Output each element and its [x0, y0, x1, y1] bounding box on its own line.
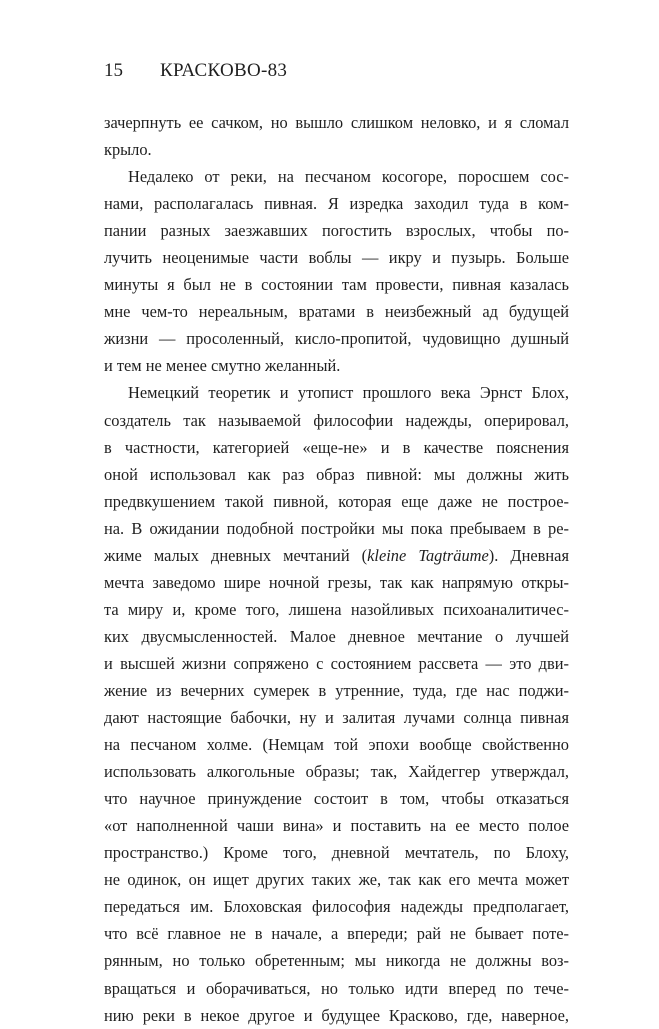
text-line: рянным, но только обретенным; мы никогда не должны воз-	[104, 951, 569, 971]
text-line: лучить неоценимые части воблы — икру и пузырь. Больше	[104, 248, 569, 268]
text-line: минуты я был не в состоянии там провести, пивная казалась	[104, 275, 569, 295]
text-fragment: жиме малых дневных мечтаний (	[104, 545, 368, 565]
text-line: оной использовал как раз образ пивной: мы должны жить	[104, 464, 569, 484]
text-line: нию реки в некое другое и будущее Красково, где, наверное,	[104, 1005, 569, 1025]
text-line: Немецкий теоретик и утопист прошлого века Эрнст Блох,	[128, 383, 569, 403]
text-line: дают настоящие бабочки, ну и залитая лучами солнца пивная	[104, 708, 569, 728]
text-line: «от наполненной чаши вина» и поставить на ее место полое	[104, 816, 569, 836]
text-line: в частности, категорией «еще-не» и в качестве пояснения	[104, 437, 569, 457]
text-line: что всё главное не в начале, а впереди; рай не бывает поте-	[104, 924, 569, 944]
text-line: что научное принуждение состоит в том, чтобы отказаться	[104, 789, 569, 809]
chapter-title: КРАСКОВО-83	[160, 60, 288, 81]
running-head	[104, 56, 569, 86]
text-line	[104, 542, 569, 569]
text-line: на. В ожидании подобной постройки мы пока пребываем в ре-	[104, 518, 569, 538]
text-line: вращаться и оборачиваться, но только идти вперед по тече-	[104, 978, 569, 998]
text-line: использовать алкогольные образы; так, Хайдеггер утверждал,	[104, 762, 569, 782]
text-line: передаться им. Блоховская философия надежды предполагает,	[104, 897, 569, 917]
text-line: не одинок, он ищет других таких же, так как его мечта может	[104, 870, 569, 890]
text-line: предвкушением такой пивной, которая еще даже не построе-	[104, 491, 569, 511]
text-line: зачерпнуть ее сачком, но вышло слишком неловко, и я сломал	[104, 113, 569, 132]
body-text	[104, 109, 569, 1029]
book-page	[104, 0, 569, 1025]
text-line: пространство.) Кроме того, дневной мечтатель, по Блоху,	[104, 843, 569, 863]
text-line: пании разных заезжавших погостить взрослых, чтобы по-	[104, 221, 569, 241]
text-line: нами, располагалась пивная. Я изредка заходил туда в ком-	[104, 194, 569, 214]
text-line: крыло.	[104, 140, 152, 160]
text-line: та миру и, кроме того, лишена назойливых психоаналитичес-	[104, 599, 569, 619]
text-line: и высшей жизни сопряжено с состоянием рассвета — это дви-	[104, 653, 569, 673]
text-line: создатель так называемой философии надежды, оперировал,	[104, 410, 569, 430]
text-line: мне чем-то нереальным, вратами в неизбежный ад будущей	[104, 302, 569, 322]
italic-term: kleine Tagträume	[367, 545, 489, 565]
text-line: на песчаном холме. (Немцам той эпохи вообще свойственно	[104, 735, 569, 755]
text-fragment: ). Дневная	[488, 545, 569, 565]
text-line: жение из вечерних сумерек в утренние, туда, где нас поджи-	[104, 680, 569, 700]
text-line: жизни — просоленный, кисло-пропитой, чудовищно душный	[104, 329, 569, 349]
page-number: 15	[104, 60, 123, 81]
text-line: и тем не менее смутно желанный.	[104, 356, 341, 376]
text-line: Недалеко от реки, на песчаном косогоре, поросшем сос-	[128, 167, 569, 187]
text-line: мечта заведомо шире ночной грезы, так как напрямую откры-	[104, 572, 569, 592]
text-line: ких двусмысленностей. Малое дневное мечтание о лучшей	[104, 626, 569, 646]
